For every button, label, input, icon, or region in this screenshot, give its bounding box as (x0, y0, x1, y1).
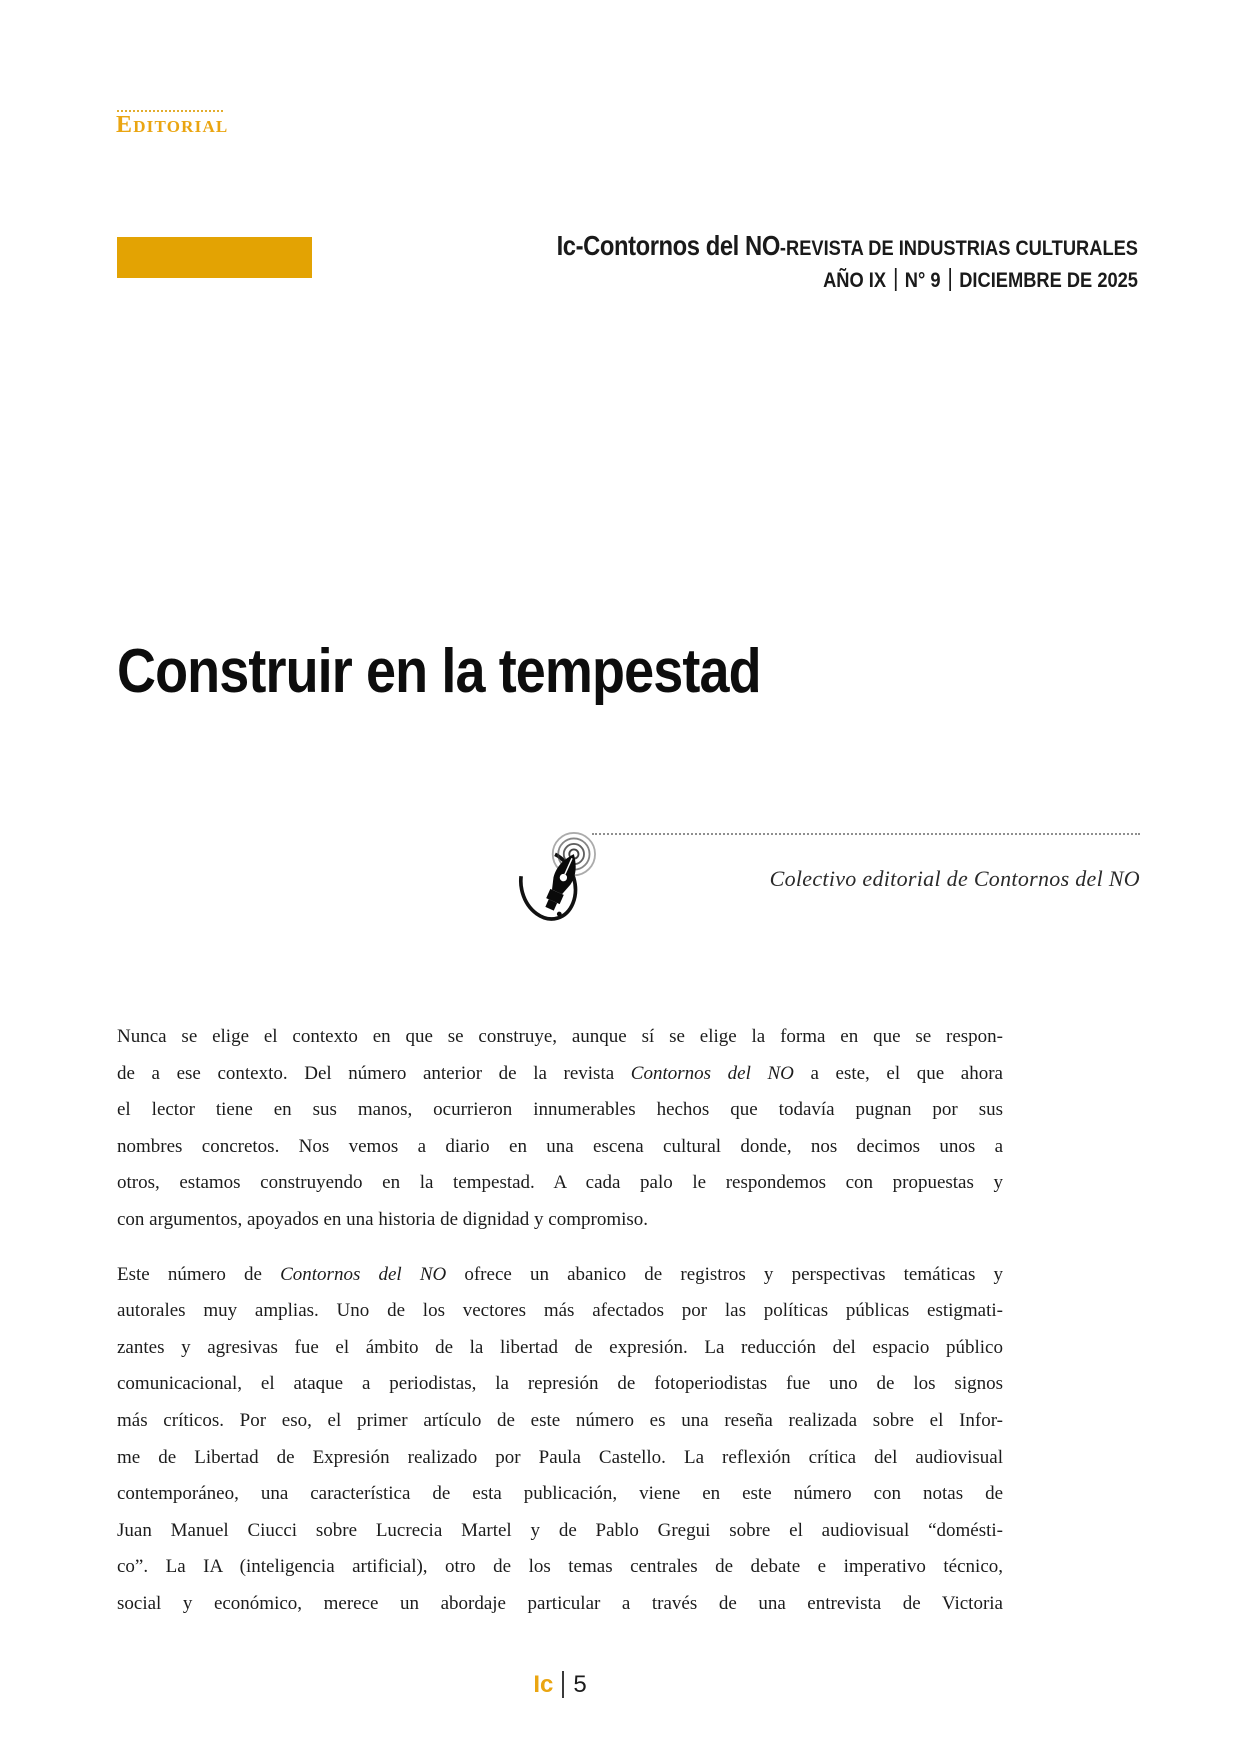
text-line (117, 1165, 1003, 1202)
text-segment: Nunca se elige el contexto en que se construye, aunque sí se elige la forma en que se respon- (117, 1026, 1003, 1047)
text-segment: autorales muy amplias. Uno de los vectores más afectados por las políticas públicas estigmati- (117, 1300, 1003, 1322)
text-segment: ofrece un abanico de registros y perspectivas temáticas y (446, 1263, 1003, 1285)
text-line (117, 1366, 1003, 1403)
text-line (117, 1019, 1003, 1056)
text-segment: el lector tiene en sus manos, ocurrieron innumerables hechos que todavía pugnan por sus (117, 1099, 1003, 1121)
text-line (117, 1403, 1003, 1440)
masthead-title-line (557, 231, 1138, 266)
text-line (117, 1513, 1003, 1550)
text-segment: a este, el que ahora (793, 1062, 1003, 1084)
issue-line (557, 267, 1138, 293)
byline-dotted-rule (592, 833, 1140, 835)
text-line (117, 1257, 1003, 1294)
text-line (117, 1330, 1003, 1367)
text-segment: con argumentos, apoyados en una historia de dignidad y compromiso. (117, 1208, 649, 1230)
masthead-gold-bar (117, 237, 312, 278)
issue-separator (949, 268, 951, 291)
text-line (117, 1056, 1003, 1093)
text-segment: Este número de (117, 1263, 281, 1285)
page-footer (117, 1671, 1003, 1699)
text-segment: social y económico, merece un abordaje particular a través de una entrevista de Victoria (117, 1592, 1003, 1614)
text-line (117, 1129, 1003, 1166)
italic-text: Contornos del NO (280, 1263, 447, 1285)
journal-subtitle: -REVISTA DE INDUSTRIAS CULTURALES (779, 236, 1138, 260)
text-segment: nombres concretos. Nos vemos a diario en una escena cultural donde, nos decimos unos a (117, 1135, 1003, 1157)
text-line (117, 1202, 1003, 1239)
page-number: 5 (573, 1671, 587, 1698)
article-title: Construir en la tempestad (117, 637, 761, 706)
section-kicker: Editorial (116, 112, 229, 138)
journal-name: Ic-Contornos del NO (556, 230, 780, 261)
issue-separator (895, 268, 897, 291)
text-line (117, 1549, 1003, 1586)
text-line (117, 1092, 1003, 1129)
text-line (117, 1293, 1003, 1330)
masthead (557, 231, 1138, 293)
text-segment: de a ese contexto. Del número anterior de la revista (117, 1062, 631, 1084)
text-line (117, 1440, 1003, 1477)
italic-text: Contornos del NO (630, 1062, 794, 1084)
issue-segment: AÑO IX (823, 268, 887, 292)
text-line (117, 1476, 1003, 1513)
text-segment: me de Libertad de Expresión realizado por Paula Castello. La reflexión crítica del audiovisual (117, 1446, 1003, 1468)
footer-logo: Ic (533, 1671, 554, 1698)
text-line (117, 1586, 1003, 1623)
text-segment: Juan Manuel Ciucci sobre Lucrecia Martel y de Pablo Gregui sobre el audiovisual “domésti- (117, 1519, 1003, 1541)
text-segment: contemporáneo, una característica de esta publicación, viene en este número con notas de (117, 1483, 1003, 1505)
paragraph (117, 1019, 1003, 1239)
text-segment: co”. La IA (inteligencia artificial), otro de los temas centrales de debate e imperativo técnico, (117, 1556, 1003, 1578)
footer-separator (562, 1671, 564, 1698)
issue-segment: DICIEMBRE DE 2025 (959, 268, 1138, 292)
article-body (117, 1019, 1003, 1641)
text-segment: zantes y agresivas fue el ámbito de la libertad de expresión. La reducción del espacio público (117, 1336, 1003, 1358)
text-segment: comunicacional, el ataque a periodistas, la represión de fotoperiodistas fue uno de los signos (117, 1373, 1003, 1395)
text-segment: otros, estamos construyendo en la tempestad. A cada palo le respondemos con propuestas y (117, 1172, 1003, 1194)
paragraph (117, 1257, 1003, 1623)
issue-segment: N° 9 (904, 268, 941, 292)
text-segment: más críticos. Por eso, el primer artículo de este número es una reseña realizada sobre el Infor- (117, 1409, 1003, 1431)
byline: Colectivo editorial de Contornos del NO (769, 866, 1140, 891)
